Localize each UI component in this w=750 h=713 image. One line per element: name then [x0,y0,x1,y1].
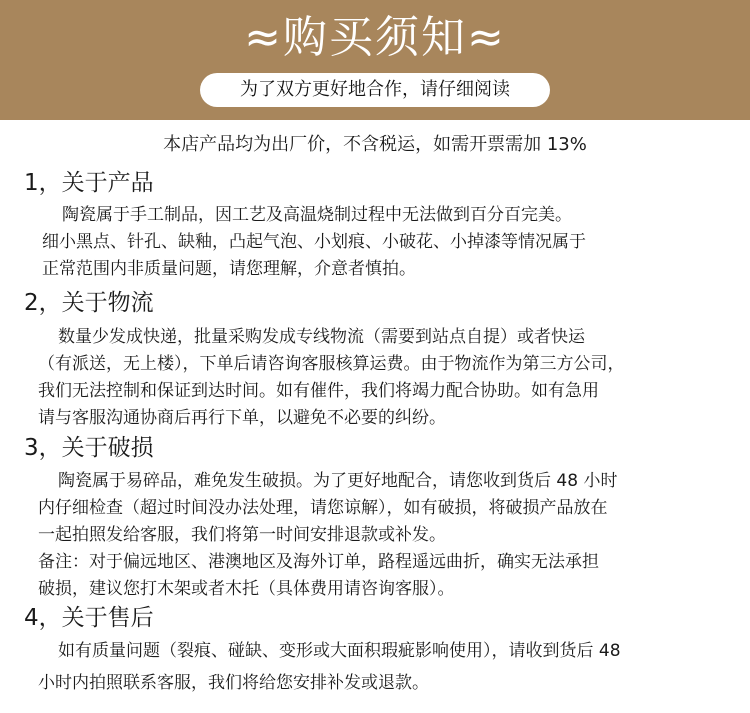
section-heading-products: 1，关于产品 [24,170,154,196]
page-title: ≈购买须知≈ [244,12,506,63]
price-notice: 本店产品均为出厂价，不含税运，如需开票需加 13% [163,134,587,155]
subtitle-pill: 为了双方更好地合作，请仔细阅读 [200,73,550,107]
section-text: 如有质量问题（裂痕、碰缺、变形或大面积瑕疵影响使用），请收到货后 48 [58,641,621,661]
section-text: 我们无法控制和保证到达时间。如有催件，我们将竭力配合协助。如有急用 [38,381,599,401]
section-text: 请与客服沟通协商后再行下单，以避免不必要的纠纷。 [38,408,446,428]
section-text: 小时内拍照联系客服，我们将给您安排补发或退款。 [38,673,429,693]
section-text: 正常范围内非质量问题，请您理解，介意者慎拍。 [42,259,416,279]
header-banner [0,0,750,120]
section-text: 内仔细检查（超过时间没办法处理，请您谅解），如有破损，将破损产品放在 [38,498,608,518]
section-heading-aftersales: 4，关于售后 [24,605,154,631]
section-text: 数量少发成快递，批量采购发成专线物流（需要到站点自提）或者快运 [58,327,585,347]
section-heading-logistics: 2，关于物流 [24,290,154,316]
section-text: 细小黑点、针孔、缺釉，凸起气泡、小划痕、小破花、小掉漆等情况属于 [42,232,586,252]
section-text: 破损，建议您打木架或者木托（具体费用请咨询客服）。 [38,579,455,599]
section-text: 陶瓷属于手工制品，因工艺及高温烧制过程中无法做到百分百完美。 [62,205,572,225]
section-text: 备注：对于偏远地区、港澳地区及海外订单，路程遥远曲折，确实无法承担 [38,552,599,572]
section-heading-damage: 3，关于破损 [24,435,154,461]
section-text: 一起拍照发给客服，我们将第一时间安排退款或补发。 [38,525,446,545]
section-text: 陶瓷属于易碎品，难免发生破损。为了更好地配合，请您收到货后 48 小时 [58,471,618,491]
section-text: （有派送，无上楼），下单后请咨询客服核算运费。由于物流作为第三方公司， [38,354,625,374]
